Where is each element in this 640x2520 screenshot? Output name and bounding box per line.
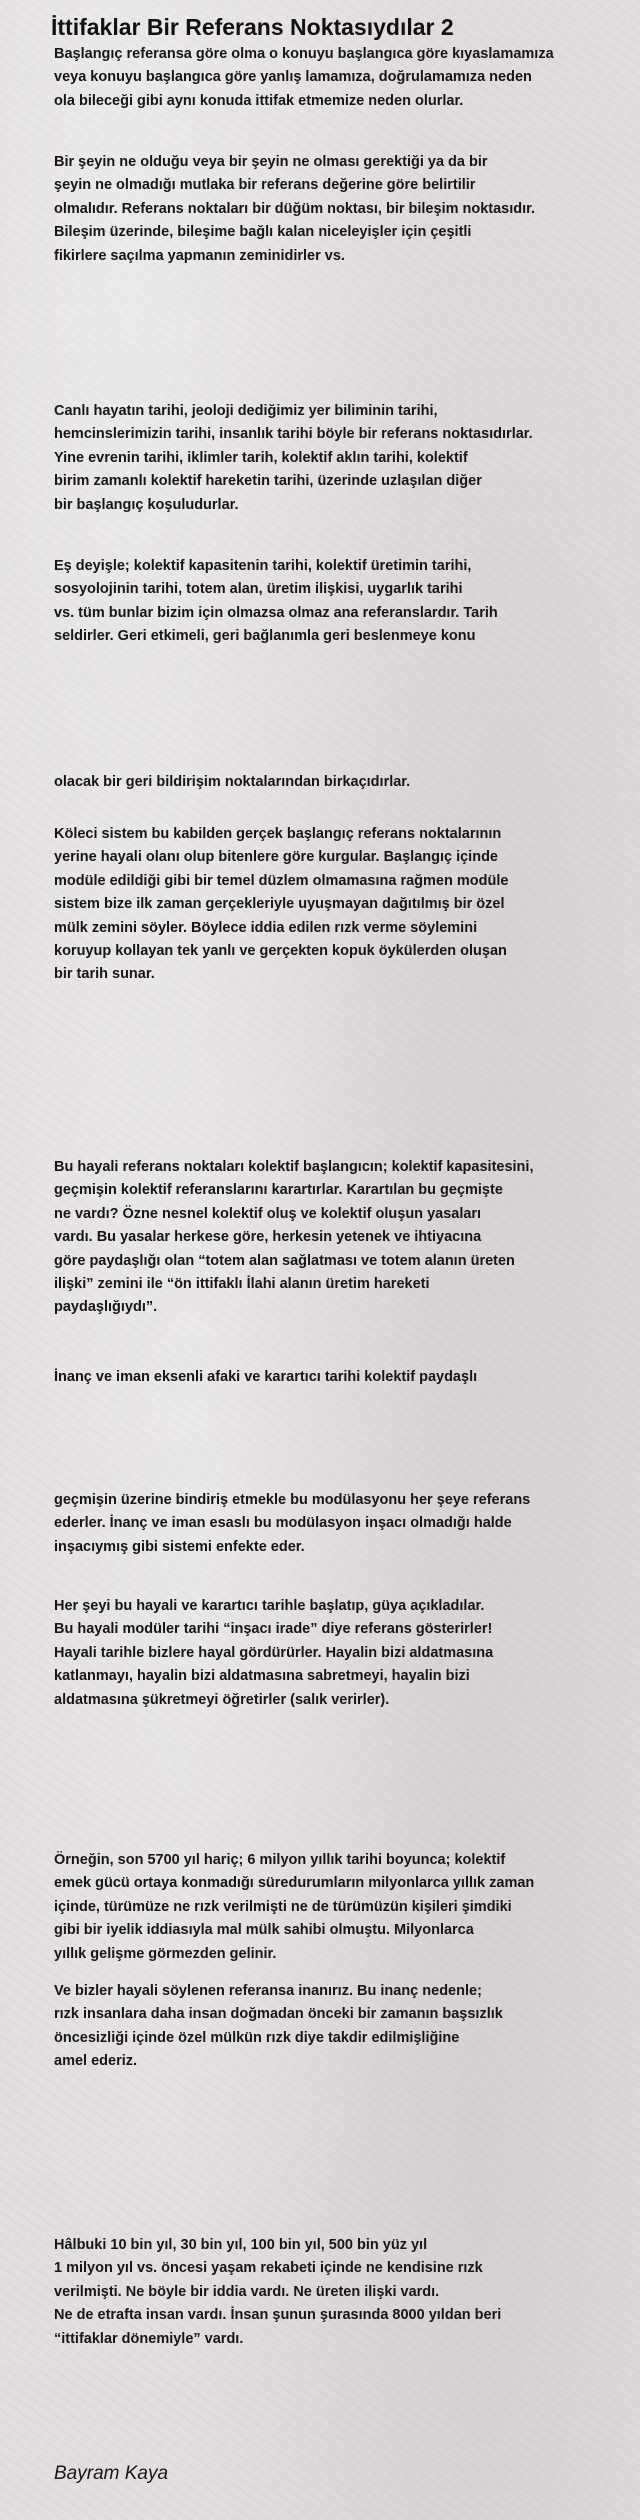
paragraph-1	[54, 43, 634, 113]
text-line: Bu hayali referans noktaları kolektif başlangıcın; kolektif kapasitesini,	[54, 1159, 534, 1175]
text-line: İnanç ve iman eksenli afaki ve karartıcı tarihi kolektif paydaşlı	[54, 1369, 478, 1385]
text-line: Yine evrenin tarihi, iklimler tarih, kolektif aklın tarihi, kolektif	[54, 449, 468, 466]
paragraph-3	[54, 400, 634, 517]
text-line: ola bileceği gibi aynı konuda ittifak etmemize neden olurlar.	[54, 92, 464, 109]
text-line: içinde, türümüze ne rızk verilmişti ne de türümüzün kişileri şimdiki	[54, 1898, 512, 1915]
paragraph-10	[54, 1595, 634, 1712]
author-signature: Bayram Kaya	[54, 2463, 169, 2484]
text-line: birim zamanlı kolektif hareketin tarihi, üzerinde uzlaşılan diğer	[54, 473, 482, 490]
text-line: geçmişin üzerine bindiriş etmekle bu modülasyonu her şeye referans	[54, 1492, 531, 1508]
page-title: İttifaklar Bir Referans Noktasıydılar 2	[51, 14, 454, 40]
paragraph-11	[54, 1849, 634, 1966]
text-line: katlanmayı, hayalin bizi aldatmasına sabretmeyi, hayalin bizi	[54, 1668, 470, 1685]
text-line: Canlı hayatın tarihi, jeoloji dediğimiz yer biliminin tarihi,	[54, 403, 438, 419]
text-line: hemcinslerimizin tarihi, insanlık tarihi böyle bir referans noktasıdırlar.	[54, 426, 533, 443]
paragraph-2	[54, 151, 634, 268]
paragraph-6	[54, 823, 634, 987]
text-line: ederler. İnanç ve iman esaslı bu modülasyon inşacı olmadığı halde	[54, 1515, 512, 1532]
text-line: Eş deyişle; kolektif kapasitenin tarihi, kolektif üretimin tarihi,	[54, 558, 472, 574]
text-line: “ittifaklar dönemiyle” vardı.	[54, 2330, 244, 2347]
text-line: rızk insanlara daha insan doğmadan önceki bir zamanın başsızlık	[54, 2006, 503, 2023]
text-line: ilişki” zemini ile “ön ittifaklı İlahi alanın üretim hareketi	[54, 1275, 430, 1292]
text-line: Hayali tarihle bizlere hayal gördürürler. Hayalin bizi aldatmasına	[54, 1644, 494, 1661]
text-line: vs. tüm bunlar bizim için olmazsa olmaz ana referanslardır. Tarih	[54, 604, 498, 621]
text-line: Başlangıç referansa göre olma o konuyu başlangıca göre kıyaslamamıza	[54, 46, 554, 62]
text-line: sistem bize ilk zaman gerçekleriyle uyuşmayan dağıtılmış bir özel	[54, 896, 505, 913]
text-line: geçmişin kolektif referanslarını karartırlar. Karartılan bu geçmişte	[54, 1182, 503, 1199]
text-line: fikirlere saçılma yapmanın zeminidirler vs.	[54, 247, 345, 264]
text-line: gibi bir iyelik iddiasıyla mal mülk sahibi olmuştu. Milyonlarca	[54, 1922, 474, 1939]
paragraph-9	[54, 1489, 634, 1559]
text-line: vardı. Bu yasalar herkese göre, herkesin yetenek ve ihtiyacına	[54, 1229, 482, 1246]
text-line: Hâlbuki 10 bin yıl, 30 bin yıl, 100 bin yıl, 500 bin yüz yıl	[54, 2237, 428, 2253]
text-line: bir tarih sunar.	[54, 966, 155, 983]
text-line: Örneğin, son 5700 yıl hariç; 6 milyon yıllık tarihi boyunca; kolektif	[54, 1852, 506, 1868]
text-line: Bileşim üzerinde, bileşime bağlı kalan niceleyişler için çeşitli	[54, 224, 472, 241]
text-line: şeyin ne olmadığı mutlaka bir referans değerine göre belirtilir	[54, 177, 476, 194]
text-line: inşacıymış gibi sistemi enfekte eder.	[54, 1538, 305, 1555]
text-line: Bir şeyin ne olduğu veya bir şeyin ne olması gerektiği ya da bir	[54, 154, 488, 170]
text-line: sosyolojinin tarihi, totem alan, üretim ilişkisi, uygarlık tarihi	[54, 581, 463, 598]
text-line: Köleci sistem bu kabilden gerçek başlangıç referans noktalarının	[54, 826, 502, 842]
paragraph-5	[54, 771, 634, 794]
text-line: mülk zemini söyler. Böylece iddia edilen rızk verme söylemini	[54, 919, 478, 936]
text-line: öncesizliği içinde özel mülkün rızk diye takdir edilmişliğine	[54, 2029, 460, 2046]
paragraph-8	[54, 1366, 634, 1389]
text-line: emek gücü ortaya konmadığı süredurumların milyonlarca yıllık zaman	[54, 1875, 535, 1892]
text-line: ne vardı? Özne nesnel kolektif oluş ve kolektif oluşun yasaları	[54, 1205, 482, 1222]
text-line: Her şeyi bu hayali ve karartıcı tarihle başlatıp, güya açıkladılar.	[54, 1598, 485, 1614]
text-line: modüle edildiği gibi bir temel düzlem olmamasına rağmen modüle	[54, 872, 509, 889]
paragraph-12	[54, 1980, 634, 2074]
paragraph-13	[54, 2234, 634, 2351]
text-line: amel ederiz.	[54, 2053, 138, 2070]
text-line: bir başlangıç koşuludurlar.	[54, 496, 239, 513]
text-line: olacak bir geri bildirişim noktalarından birkaçıdırlar.	[54, 774, 411, 790]
text-line: olmalıdır. Referans noktaları bir düğüm noktası, bir bileşim noktasıdır.	[54, 200, 536, 217]
text-line: yıllık gelişme görmezden gelinir.	[54, 1945, 277, 1962]
text-line: verilmişti. Ne böyle bir iddia vardı. Ne üreten ilişki vardı.	[54, 2283, 440, 2300]
paragraph-7	[54, 1156, 634, 1320]
text-line: seldirler. Geri etkimeli, geri bağlanımla geri beslenmeye konu	[54, 628, 476, 645]
text-line: 1 milyon yıl vs. öncesi yaşam rekabeti içinde ne kendisine rızk	[54, 2260, 483, 2277]
text-line: Ne de etrafta insan vardı. İnsan şunun şurasında 8000 yıldan beri	[54, 2307, 502, 2324]
paragraph-4	[54, 555, 634, 649]
text-line: Bu hayali modüler tarihi “inşacı irade” diye referans gösterirler!	[54, 1621, 493, 1638]
text-line: veya konuyu başlangıca göre yanlış lamamıza, doğrulamamıza neden	[54, 69, 532, 86]
text-line: göre paydaşlığı olan “totem alan sağlatması ve totem alanın üreten	[54, 1252, 515, 1269]
text-line: Ve bizler hayali söylenen referansa inanırız. Bu inanç nedenle;	[54, 1983, 482, 1999]
text-line: aldatmasına şükretmeyi öğretirler (salık verirler).	[54, 1691, 390, 1708]
text-line: yerine hayali olanı olup bitenlere göre kurgular. Başlangıç içinde	[54, 849, 498, 866]
text-line: koruyup kollayan tek yanlı ve gerçekten kopuk öykülerden oluşan	[54, 942, 507, 959]
text-line: paydaşlığıydı”.	[54, 1299, 158, 1316]
